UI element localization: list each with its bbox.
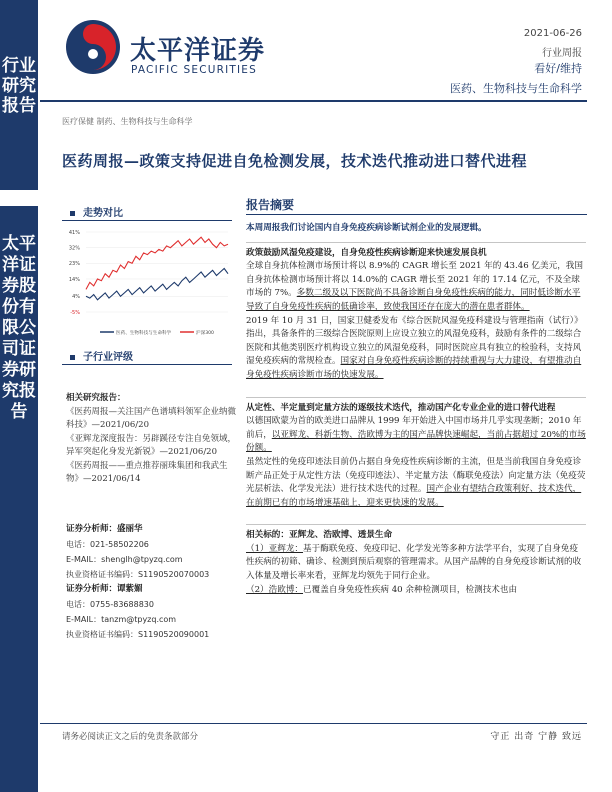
company-logo-icon xyxy=(64,18,122,76)
paragraph-divider xyxy=(246,524,586,525)
analyst-email[interactable]: E-MAIL：tanzm@tpyzq.com xyxy=(66,615,177,624)
paragraph-divider xyxy=(246,242,586,243)
analyst-phone: 电话：021-58502206 xyxy=(66,540,149,549)
section-heading: 从定性、半定量到定量方法的逐级技术迭代，推动国产化专业企业的进口替代进程 xyxy=(246,402,556,413)
paragraph: 全球自身抗体检测市场预计将以 8.9%的 CAGR 增长至 2021 年的 43.46 亿美元，我国自身抗体检测市场预计将以 14.0%的 CAGR 增长至 2021 年的 17.14 亿元，不及全球市场的 7%。多数二级及以下医院尚不具备诊断自身免疫性疾病的能力，同时低诊断水平导致了自身免疫性疾病的低确诊率，致使我国还存在庞大的潜在患者群体。 xyxy=(246,261,583,312)
y-tick-label: 41% xyxy=(68,229,80,236)
rating-heading: 子行业评级 xyxy=(70,348,133,363)
abstract-lead: 本周周报我们讨论国内自身免疫疾病诊断试剂企业的发展逻辑。 xyxy=(246,223,487,233)
y-tick-label: 14% xyxy=(68,276,80,283)
sidebar-bottom-band xyxy=(0,206,38,792)
analyst-name: 证券分析师：谭紫媚 xyxy=(66,584,143,594)
analyst-contacts xyxy=(66,522,236,642)
related-item[interactable]: 《医药周报——重点推荐丽珠集团和我武生物》—2021/06/14 xyxy=(66,460,228,484)
analyst-phone: 电话：0755-83688830 xyxy=(66,600,154,609)
sidebar-bottom-label: 太平洋证券股份有限公司证券研究报告 xyxy=(2,234,36,422)
trend-rule xyxy=(62,220,232,221)
abstract-rule xyxy=(246,214,587,215)
analyst-license: 执业资格证书编码：S1190520090001 xyxy=(66,630,210,639)
footer-motto: 守正 出奇 宁静 致远 xyxy=(490,732,582,742)
subcategory-line: 医疗保健 制药、生物科技与生命科学 xyxy=(62,117,193,126)
bullet-square-icon xyxy=(70,211,75,216)
abstract-heading: 报告摘要 xyxy=(246,198,295,212)
legend-label-sector: 医药、生物科技与生命科学 xyxy=(116,331,172,336)
related-reports xyxy=(66,392,236,487)
industry-rating: 看好/维持 xyxy=(534,62,582,75)
logo-chinese-name: 太平洋证券 xyxy=(130,36,266,66)
legend-label-csi300: 沪深300 xyxy=(196,331,214,336)
y-tick-label: -5% xyxy=(70,309,80,316)
sidebar-top-label: 行业研究报告 xyxy=(2,56,36,116)
report-type: 行业周报 xyxy=(542,48,582,59)
trend-chart xyxy=(62,224,232,344)
paragraph: 2019 年 10 月 31 日，国家卫健委发布《综合医院风湿免疫科建设与管理指南（试行）》指出，具备条件的三级综合医院原则上应设立独立的风湿免疫科，鼓励有条件的二级综合医院和其他类别医疗机构设立独立的风湿免疫科，同时医院应具有独立的检验科，支持风湿免疫疾病的常规检查。国家对自身免疫性疾病诊断的持续重视与大力建设，有望推动自身免疫性疾病诊断市场的快速发展。 xyxy=(246,315,583,380)
analyst-name: 证券分析师：盛丽华 xyxy=(66,524,143,534)
report-date: 2021-06-26 xyxy=(523,28,582,39)
chart-legend xyxy=(100,329,214,336)
bullet-square-icon xyxy=(70,355,75,360)
paragraph: 虽然定性的免疫印迹法目前仍占据自身免疫性疾病诊断的主流，但是当前我国自身免疫诊断产品正处于从定性方法（免疫印迹法）、半定量方法（酶联免疫法）向定量方法（免疫荧光层析法、化学发光法）进行技术迭代的过程。国产企业有望结合政策利好、技术迭代，在前期已有的市场增速基础上，迎来更快速的发展。 xyxy=(246,456,586,508)
rating-rule xyxy=(62,364,232,365)
y-tick-label: 32% xyxy=(68,245,80,252)
section-heading: 政策鼓励风湿免疫建设，自身免疫性疾病诊断迎来快速发展良机 xyxy=(246,247,487,258)
footer-disclaimer: 请务必阅读正文之后的免责条款部分 xyxy=(62,732,199,742)
logo-english-name: PACIFIC SECURITIES xyxy=(131,64,258,76)
related-item[interactable]: 《医药周报—关注国产色谱填料领军企业纳微科技》—2021/06/20 xyxy=(66,406,237,430)
header-divider xyxy=(40,100,587,102)
y-tick-label: 23% xyxy=(68,261,80,268)
series-line-sector xyxy=(86,269,228,300)
related-label: 相关研究报告： xyxy=(66,393,126,403)
sidebar-top-band xyxy=(0,0,38,190)
footer-divider xyxy=(40,723,587,724)
analyst-license: 执业资格证书编码：S1190520070003 xyxy=(66,570,210,579)
trend-heading: 走势对比 xyxy=(70,204,123,219)
paragraph: （2）浩欧博：已覆盖自身免疫性疾病 40 余种检测项目，检测技术也由 xyxy=(246,584,518,595)
abstract-body xyxy=(246,222,586,597)
report-title: 医药周报—政策支持促进自免检测发展，技术迭代推动进口替代进程 xyxy=(62,152,528,170)
paragraph-divider xyxy=(246,397,586,398)
section-heading: 相关标的：亚辉龙、浩欧博、透景生命 xyxy=(246,530,393,541)
y-tick-label: 4% xyxy=(72,294,80,301)
paragraph: 以德国欧蒙为首的欧美进口品牌从 1999 年开始进入中国市场并几乎实现垄断；2010 年前后，以亚辉龙、科新生物、浩欧博为主的国产品牌快速崛起，当前占据超过 20%的市场份额。 xyxy=(246,416,586,454)
analyst-email[interactable]: E-MAIL：shenglh@tpyzq.com xyxy=(66,555,183,564)
related-item[interactable]: 《亚辉龙深度报告：另辟蹊径专注自免领域，异军突起化身发光新锐》—2021/06/20 xyxy=(66,433,237,457)
paragraph: （1）亚辉龙：基于酶联免疫、免疫印记、化学发光等多种方法学平台，实现了自身免疫性疾病的初筛、确诊、检测到预后观察的管理需求。从国产品牌的自身免疫诊断试剂的收入体量及增长率来看，亚辉龙均领先于同行企业。 xyxy=(246,543,582,582)
industry-sector: 医药、生物科技与生命科学 xyxy=(450,82,582,95)
